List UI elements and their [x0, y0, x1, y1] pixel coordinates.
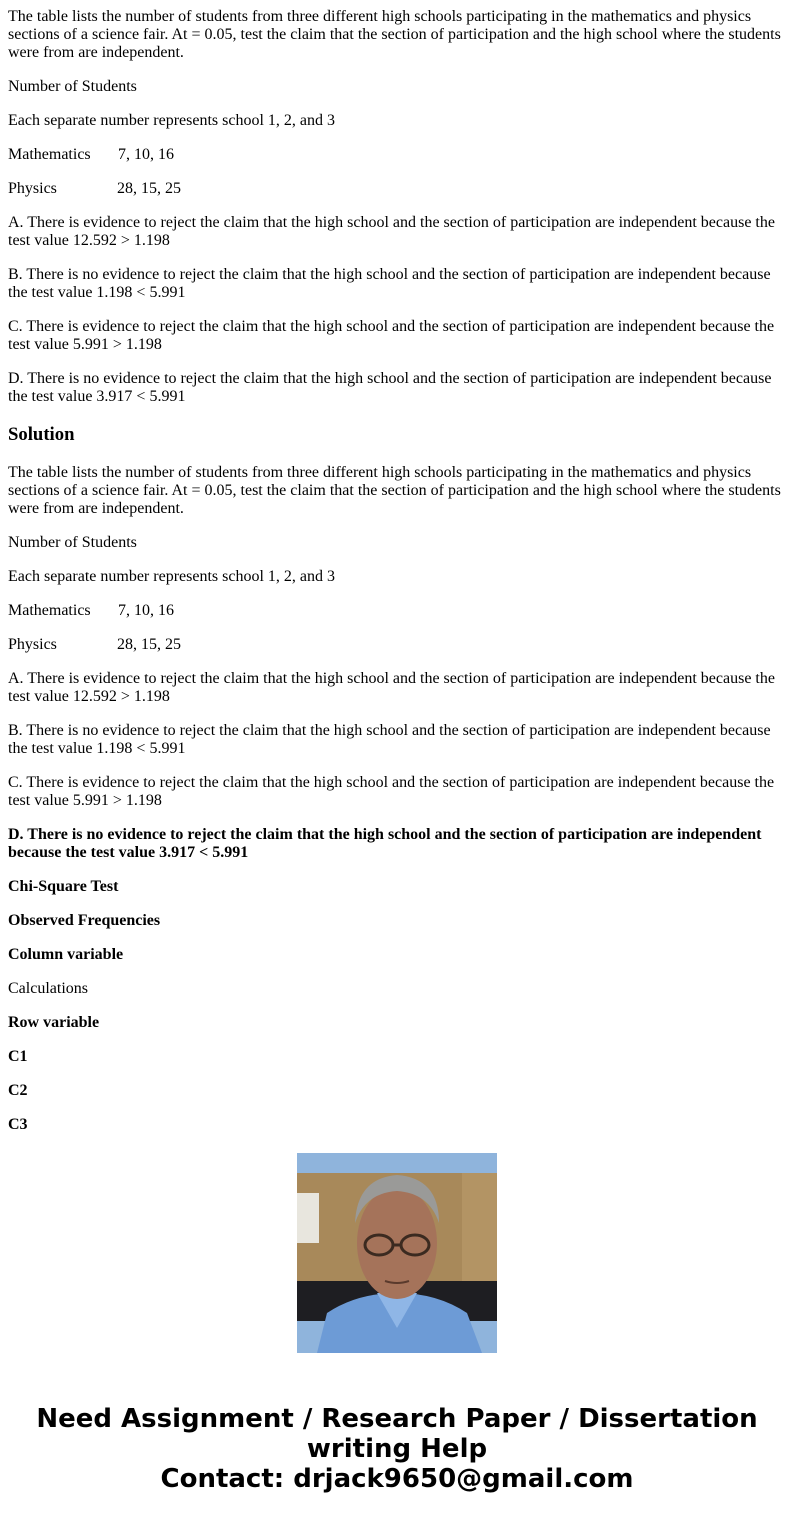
option-c: C. There is evidence to reject the claim that the high school and the section of participation are independent because the test value 5.991 > 1.198	[8, 318, 775, 353]
column-c1: C1	[8, 1048, 28, 1065]
option-b: B. There is no evidence to reject the claim that the high school and the section of participation are independent because the test value 1.198 < 5.991	[8, 266, 771, 301]
row-variable-label: Row variable	[8, 1014, 100, 1031]
calculations-label: Calculations	[8, 980, 88, 997]
solution-row-mathematics: Mathematics 7, 10, 16	[8, 602, 174, 619]
tutor-avatar	[297, 1153, 497, 1353]
option-d: D. There is no evidence to reject the claim that the high school and the section of participation are independent because the test value 3.917 < 5.991	[8, 370, 772, 405]
question-intro: The table lists the number of students from three different high schools participating in the mathematics and physics sections of a science fair. At = 0.05, test the claim that the section of participation and the high school where the students were from are independent.	[8, 8, 781, 61]
solution-option-b: B. There is no evidence to reject the claim that the high school and the section of participation are independent because the test value 1.198 < 5.991	[8, 722, 771, 757]
column-c3: C3	[8, 1116, 28, 1133]
chi-square-heading: Chi-Square Test	[8, 878, 119, 895]
solution-heading: Solution	[8, 424, 75, 445]
contact-banner	[0, 1404, 794, 1494]
solution-table-note: Each separate number represents school 1, 2, and 3	[8, 568, 335, 585]
column-variable-label: Column variable	[8, 946, 124, 963]
solution-table-title: Number of Students	[8, 534, 137, 551]
column-c2: C2	[8, 1082, 28, 1099]
observed-frequencies-heading: Observed Frequencies	[8, 912, 161, 929]
tutor-portrait-icon	[297, 1153, 497, 1353]
banner-line-1: Need Assignment / Research Paper / Dissertation	[36, 1404, 758, 1434]
solution-row-physics: Physics 28, 15, 25	[8, 636, 181, 653]
solution-intro: The table lists the number of students from three different high schools participating in the mathematics and physics sections of a science fair. At = 0.05, test the claim that the section of participation and the high school where the students were from are independent.	[8, 464, 781, 517]
table-title: Number of Students	[8, 78, 137, 95]
document-content	[8, 0, 786, 1133]
solution-option-a: A. There is evidence to reject the claim that the high school and the section of participation are independent because the test value 12.592 > 1.198	[8, 670, 775, 705]
solution-answer: D. There is no evidence to reject the claim that the high school and the section of participation are independent because the test value 3.917 < 5.991	[8, 826, 762, 861]
option-a: A. There is evidence to reject the claim that the high school and the section of participation are independent because the test value 12.592 > 1.198	[8, 214, 775, 249]
table-note: Each separate number represents school 1, 2, and 3	[8, 112, 335, 129]
contact-email: Contact: drjack9650@gmail.com	[160, 1464, 634, 1494]
row-mathematics: Mathematics 7, 10, 16	[8, 146, 174, 163]
banner-line-2: writing Help	[306, 1434, 488, 1464]
solution-option-c: C. There is evidence to reject the claim that the high school and the section of participation are independent because the test value 5.991 > 1.198	[8, 774, 775, 809]
row-physics: Physics 28, 15, 25	[8, 180, 181, 197]
